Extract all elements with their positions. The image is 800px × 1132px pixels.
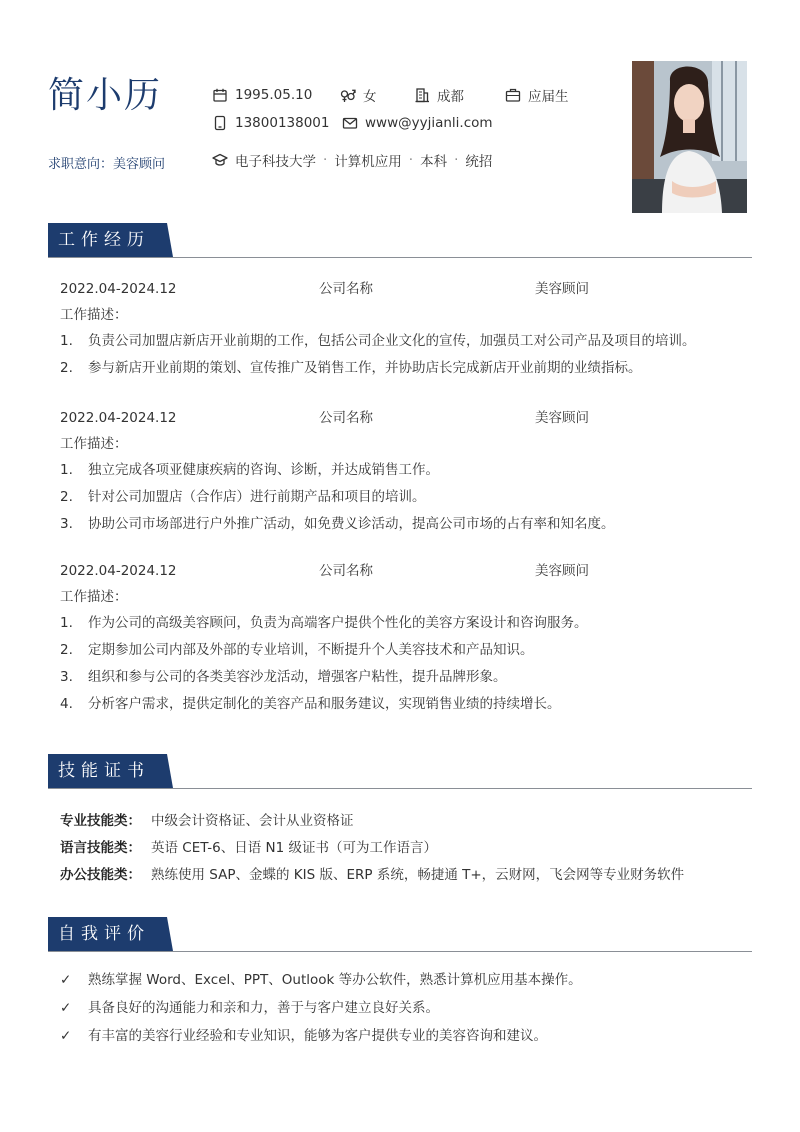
info-row-1 <box>212 85 569 105</box>
job-date: 2022.04-2024.12 <box>60 563 177 579</box>
job-item <box>60 511 740 538</box>
job-item <box>60 637 740 664</box>
resume-name: 简小历 <box>48 75 163 116</box>
item-number: 3. <box>60 669 73 685</box>
job-role: 美容顾问 <box>535 281 589 297</box>
mail-icon <box>342 115 358 131</box>
job-item <box>60 457 740 484</box>
enrollment-type: 统招 <box>465 154 493 170</box>
job-role: 美容顾问 <box>535 410 589 426</box>
separator-dot: · <box>408 152 414 168</box>
city: 成都 <box>437 89 464 105</box>
city-info <box>414 85 505 105</box>
skill-label: 办公技能类： <box>60 867 141 883</box>
job-item <box>60 484 740 511</box>
status-info <box>505 85 569 105</box>
education-info <box>212 150 492 170</box>
job-item <box>60 355 740 382</box>
phone-info <box>212 115 342 131</box>
evaluation-list <box>60 966 582 1050</box>
item-number: 2. <box>60 642 73 658</box>
skill-label: 专业技能类： <box>60 813 141 829</box>
gender-info <box>340 85 414 105</box>
building-icon <box>414 87 430 103</box>
skill-value: 熟练使用 SAP、金蝶的 KIS 版、ERP 系统，畅捷通 T+，云财网，飞会网等专业财务软件 <box>151 867 685 883</box>
item-number: 2. <box>60 489 73 505</box>
item-number: 4. <box>60 696 73 712</box>
check-icon: ✓ <box>60 1028 72 1044</box>
school: 电子科技大学 <box>235 154 316 170</box>
item-text: 作为公司的高级美容顾问，负责为高端客户提供个性化的美容方案设计和咨询服务。 <box>88 615 588 631</box>
job-entry <box>60 558 740 718</box>
skill-row <box>60 862 684 889</box>
job-company: 公司名称 <box>319 410 373 426</box>
profile-photo <box>632 61 747 213</box>
separator-dot: · <box>323 152 328 168</box>
eval-item <box>60 1022 582 1050</box>
check-icon: ✓ <box>60 1000 72 1016</box>
email: www@yyjianli.com <box>365 115 493 131</box>
briefcase-icon <box>505 87 521 103</box>
item-text: 负责公司加盟店新店开业前期的工作，包括公司企业文化的宣传，加强员工对公司产品及项目的培训。 <box>88 333 696 349</box>
job-desc-label: 工作描述： <box>60 436 128 452</box>
item-text: 组织和参与公司的各类美容沙龙活动，增强客户粘性，提升品牌形象。 <box>88 669 507 685</box>
section-eval-header <box>48 918 752 952</box>
skill-label: 语言技能类： <box>60 840 141 856</box>
job-item <box>60 691 740 718</box>
job-desc-label: 工作描述： <box>60 307 128 323</box>
section-work-header <box>48 224 752 258</box>
email-info <box>342 115 493 131</box>
check-icon: ✓ <box>60 972 72 988</box>
job-date: 2022.04-2024.12 <box>60 281 177 297</box>
item-number: 1. <box>60 615 73 631</box>
job-item <box>60 664 740 691</box>
item-text: 协助公司市场部进行户外推广活动，如免费义诊活动，提高公司市场的占有率和知名度。 <box>88 516 615 532</box>
info-row-2 <box>212 115 493 131</box>
job-entry <box>60 405 740 538</box>
gender: 女 <box>363 89 377 105</box>
skill-value: 中级会计资格证、会计从业资格证 <box>151 813 354 829</box>
status: 应届生 <box>528 89 569 105</box>
job-company: 公司名称 <box>319 281 373 297</box>
birth-info <box>212 87 340 103</box>
item-text: 针对公司加盟店（合作店）进行前期产品和项目的培训。 <box>88 489 426 505</box>
section-skills-title: 技能证书 <box>48 754 167 788</box>
job-desc-label: 工作描述： <box>60 589 128 605</box>
job-entry <box>60 276 740 382</box>
item-text: 定期参加公司内部及外部的专业培训，不断提升个人美容技术和产品知识。 <box>88 642 534 658</box>
degree: 本科 <box>420 154 448 170</box>
skill-value: 英语 CET-6、日语 N1 级证书（可为工作语言） <box>151 840 437 856</box>
skill-row <box>60 808 684 835</box>
section-work-title: 工作经历 <box>48 223 167 257</box>
info-row-3 <box>212 150 492 170</box>
skill-row <box>60 835 684 862</box>
phone-icon <box>212 115 228 131</box>
section-eval-title: 自我评价 <box>48 917 167 951</box>
item-number: 1. <box>60 462 73 478</box>
job-company: 公司名称 <box>319 563 373 579</box>
job-intent: 求职意向：美容顾问 <box>48 157 166 172</box>
job-role: 美容顾问 <box>535 563 589 579</box>
item-text: 分析客户需求，提供定制化的美容产品和服务建议，实现销售业绩的持续增长。 <box>88 696 561 712</box>
eval-item <box>60 994 582 1022</box>
job-item <box>60 610 740 637</box>
item-text: 独立完成各项亚健康疾病的咨询、诊断，并达成销售工作。 <box>88 462 439 478</box>
eval-text: 熟练掌握 Word、Excel、PPT、Outlook 等办公软件，熟悉计算机应用基本操作。 <box>88 972 582 988</box>
gender-icon <box>340 87 356 103</box>
graduation-cap-icon <box>212 152 228 168</box>
skills-list <box>60 808 684 889</box>
birth-date: 1995.05.10 <box>235 87 313 103</box>
item-number: 3. <box>60 516 73 532</box>
item-number: 1. <box>60 333 73 349</box>
eval-item <box>60 966 582 994</box>
job-date: 2022.04-2024.12 <box>60 410 177 426</box>
separator-dot: · <box>454 152 459 168</box>
eval-text: 具备良好的沟通能力和亲和力，善于与客户建立良好关系。 <box>88 1000 439 1016</box>
item-text: 参与新店开业前期的策划、宣传推广及销售工作，并协助店长完成新店开业前期的业绩指标。 <box>88 360 642 376</box>
major: 计算机应用 <box>334 154 402 170</box>
eval-text: 有丰富的美容行业经验和专业知识，能够为客户提供专业的美容咨询和建议。 <box>88 1028 547 1044</box>
calendar-icon <box>212 87 228 103</box>
job-item <box>60 328 740 355</box>
phone: 13800138001 <box>235 115 330 131</box>
section-skills-header <box>48 755 752 789</box>
item-number: 2. <box>60 360 73 376</box>
